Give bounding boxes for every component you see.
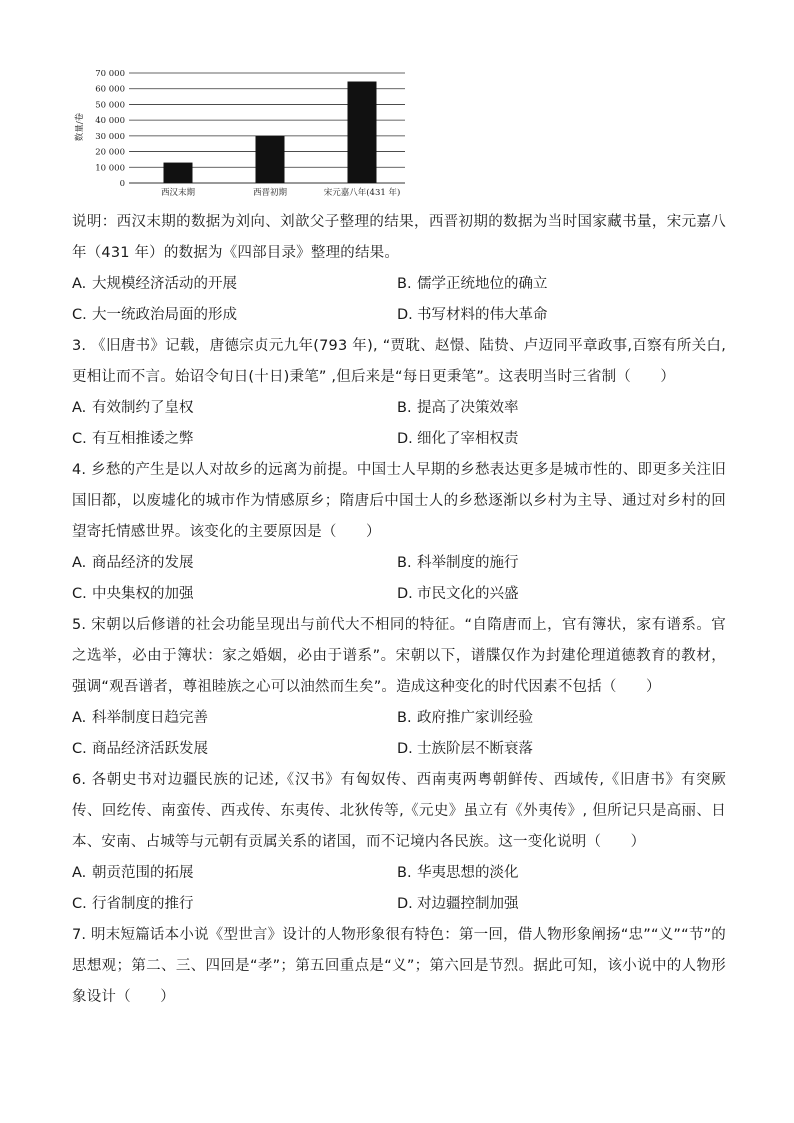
question-option [397,393,722,424]
q2-option [72,300,397,331]
option-letter: A. [72,276,87,292]
option-text: 中央集权的加强 [92,586,194,602]
question [72,610,726,765]
q2-options [72,269,726,331]
question-stem: 6. 各朝史书对边疆民族的记述,《汉书》有匈奴传、西南夷两粤朝鲜传、西域传,《旧唐书》有突厥传、回纥传、南蛮传、西戎传、东夷传、北狄传等,《元史》虽立有《外夷传》, 但所记只是高丽、日本、安南、占城等与元朝有贡属关系的诸国，而不记境内各民族。这一变化说明（ ） [72,772,726,850]
question-option [72,424,397,455]
question-option [397,734,722,765]
option-letter: B. [397,555,412,571]
option-text: 科举制度日趋完善 [92,710,208,726]
option-text: 儒学正统地位的确立 [417,276,548,292]
question-option [72,393,397,424]
option-letter: D. [397,307,413,323]
question-option [72,889,397,920]
question-options [72,703,726,765]
option-text: 书写材料的伟大革命 [417,307,548,323]
option-letter: C. [72,896,87,912]
option-text: 商品经济的发展 [92,555,194,571]
bar [164,163,193,183]
question-option [72,703,397,734]
question-options [72,548,726,610]
chart-note: 说明：西汉末期的数据为刘向、刘歆父子整理的结果，西晋初期的数据为当时国家藏书量，宋元嘉八年（431 年）的数据为《四部目录》整理的结果。 [72,214,726,261]
y-tick-label: 40 000 [95,116,125,127]
option-letter: B. [397,276,412,292]
question-option [72,858,397,889]
question-list [72,331,726,920]
question-options [72,858,726,920]
option-text: 对边疆控制加强 [417,896,519,912]
q7-stem: 7. 明末短篇话本小说《型世言》设计的人物形象很有特色：第一回，借人物形象阐扬“忠”“义”“节”的思想观；第二、三、四回是“孝”；第五回重点是“义”；第六回是节烈。据此可知，该小说中的人物形象设计（ ） [72,927,726,1005]
question-option [397,548,722,579]
option-letter: A. [72,865,87,881]
option-letter: B. [397,710,412,726]
y-tick-label: 60 000 [95,84,125,95]
x-category-labels [161,187,400,198]
question-option [397,579,722,610]
q2-option [72,269,397,300]
question-option [72,734,397,765]
y-tick-label: 10 000 [95,163,125,174]
question-stem: 5. 宋朝以后修谱的社会功能呈现出与前代大不相同的特征。“自隋唐而上，官有簿状，家有谱系。官之选举，必由于簿状：家之婚姻，必由于谱系”。宋朝以下，谱牒仅作为封建伦理道德教育的教材，强调“观吾谱者，尊祖睦族之心可以油然而生矣”。造成这种变化的时代因素不包括（ ） [72,617,726,695]
question [72,765,726,920]
option-letter: C. [72,431,87,447]
y-tick-label: 50 000 [95,100,125,111]
option-text: 市民文化的兴盛 [417,586,519,602]
option-text: 细化了宰相权责 [417,431,519,447]
y-tick-label: 20 000 [95,147,125,158]
question-option [397,858,722,889]
option-text: 士族阶层不断衰落 [417,741,533,757]
y-tick-label: 0 [119,179,125,189]
y-tick-labels [95,69,125,189]
option-text: 华夷思想的淡化 [417,865,519,881]
question-stem: 3. 《旧唐书》记载，唐德宗贞元九年(793 年), “贾耽、赵憬、陆贽、卢迈同平章政事,百察有所关白,更相让而不言。始诏令旬日(十日)秉笔” ,但后来是“每日更秉笔”。这表明当时三省制（ ） [72,338,726,385]
option-text: 行省制度的推行 [92,896,194,912]
option-text: 提高了决策效率 [417,400,519,416]
option-text: 朝贡范围的拓展 [92,865,194,881]
q2-option [397,300,722,331]
option-letter: D. [397,431,413,447]
option-letter: C. [72,586,87,602]
question-option [397,889,722,920]
bar [348,82,377,183]
question-content [72,207,726,1013]
question-option [72,579,397,610]
question-option [72,548,397,579]
option-text: 大规模经济活动的开展 [92,276,237,292]
option-letter: A. [72,710,87,726]
option-text: 有互相推诿之弊 [92,431,194,447]
question-stem: 4. 乡愁的产生是以人对故乡的远离为前提。中国士人早期的乡愁表达更多是城市性的、即更多关注旧国旧都，以废墟化的城市作为情感原乡；隋唐后中国士人的乡愁逐渐以乡村为主导、通过对乡村的回望寄托情感世界。该变化的主要原因是（ ） [72,462,726,540]
option-letter: B. [397,400,412,416]
x-category-label: 宋元嘉八年(431 年) [323,188,401,198]
question [72,331,726,455]
option-text: 有效制约了皇权 [92,400,194,416]
bar [256,136,285,183]
option-letter: D. [397,741,413,757]
q2-option [397,269,722,300]
x-category-label: 西晋初期 [252,188,288,198]
option-text: 科举制度的施行 [417,555,519,571]
option-letter: A. [72,400,87,416]
x-category-label: 西汉末期 [160,188,196,198]
option-letter: B. [397,865,412,881]
y-axis-label: 数量/卷 [75,112,85,142]
bar-chart [72,66,417,202]
option-text: 商品经济活跃发展 [92,741,208,757]
y-tick-label: 70 000 [95,69,125,79]
option-text: 大一统政治局面的形成 [92,307,237,323]
option-text: 政府推广家训经验 [417,710,533,726]
option-letter: C. [72,307,87,323]
question-options [72,393,726,455]
question-option [397,703,722,734]
y-tick-label: 30 000 [95,131,125,142]
option-letter: A. [72,555,87,571]
question [72,455,726,610]
option-letter: D. [397,586,413,602]
chart-bars [164,82,377,183]
option-letter: D. [397,896,413,912]
option-letter: C. [72,741,87,757]
question-option [397,424,722,455]
